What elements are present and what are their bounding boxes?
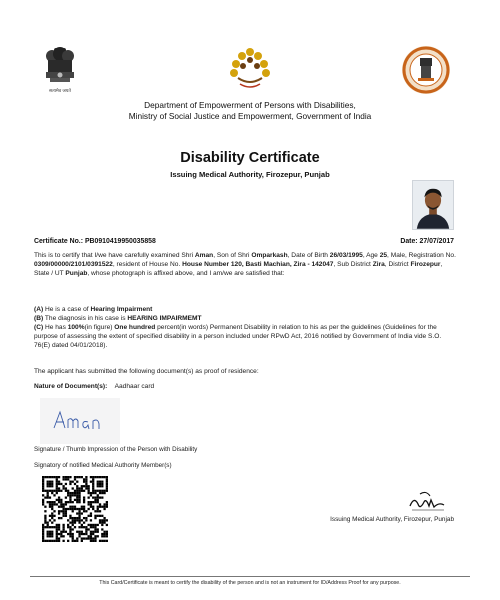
department-line: Department of Empowerment of Persons with Disabilities, — [144, 100, 356, 110]
father-name: Omparkash — [251, 252, 288, 259]
documents-row — [34, 383, 458, 392]
disability-type: Hearing Impairment — [90, 306, 153, 313]
text: percent(in words) Permanent Disability in relation to his as per the guidelines (Guidelines for the purpose of assessing the extent of specified disability in a person included under RPwD Act, 2016 notified by Government of India vide S.O. 76(E) dated 04/01/2018). — [34, 323, 442, 349]
state: Punjab — [65, 269, 88, 277]
certification-paragraph — [34, 252, 458, 279]
text: , whose photograph is affixed above, and I am/we are satisfied that: — [87, 269, 285, 277]
diagnosis: HEARING IMPAIRMEMT — [127, 314, 202, 322]
applicant-signature-caption: Signature / Thumb Impression of the Person with Disability — [34, 446, 198, 453]
footer-divider — [30, 576, 470, 577]
text: This is to certify that I/we have carefully examined Shri — [34, 252, 195, 259]
ministry-line: Ministry of Social Justice and Empowerment, Government of India — [128, 111, 372, 121]
documents-intro: The applicant has submitted the following document(s) as proof of residence: — [34, 368, 259, 375]
sub-district: Zira — [372, 260, 385, 268]
certificate-number-label: Certificate No.: — [34, 238, 84, 245]
applicant-signature — [40, 398, 120, 444]
certificate-date — [400, 238, 454, 245]
certificate-number: PB0910419950035858 — [84, 238, 156, 245]
disability-percent-words: One hundred — [114, 323, 156, 331]
text: (in figure) — [84, 323, 115, 331]
text: , Age — [362, 252, 380, 259]
documents-value: Aadhaar card — [114, 383, 155, 390]
finding-b — [34, 315, 458, 324]
department-heading — [0, 100, 500, 122]
text: , Son of Shri — [213, 252, 252, 259]
applicant-name: Aman — [194, 252, 214, 259]
certificate-subtitle: Issuing Medical Authority, Firozepur, Punjab — [170, 170, 330, 179]
certificate-number-row — [34, 238, 454, 248]
registration-number: 0309/00000/2101/0391522 — [34, 260, 113, 268]
text: , resident of House No. — [112, 260, 183, 268]
text: He has — [43, 323, 68, 331]
authority-signature — [404, 488, 452, 516]
issuing-authority: Issuing Medical Authority, Firozepur, Punjab — [330, 516, 454, 523]
text: The diagnosis in his case is — [43, 314, 128, 322]
applicant-photo — [412, 180, 454, 230]
emblem-caption: सत्यमेव जयते — [49, 88, 71, 93]
date-value: 27/07/2017 — [419, 238, 454, 245]
finding-label: (A) — [34, 306, 44, 313]
finding-label: (B) — [34, 314, 44, 322]
date-of-birth: 26/03/1995 — [329, 252, 363, 259]
house-address: House Number 120, Basti Machian, Zira - 142047 — [182, 260, 334, 268]
footer-note: This Card/Certificate is meant to certify the disability of the person and is not an instrument for ID/Address Proof for any purpose. — [99, 580, 401, 586]
district: Firozepur — [410, 260, 441, 268]
text: , Date of Birth — [287, 252, 330, 259]
text: , State / UT — [34, 260, 443, 277]
documents-label: Nature of Document(s): — [34, 383, 108, 390]
qr-code — [42, 476, 108, 542]
finding-c — [34, 324, 458, 351]
date-label: Date: — [400, 238, 418, 245]
text: He is a case of — [43, 306, 91, 313]
finding-label: (C) — [34, 323, 44, 331]
text: , Sub District — [333, 260, 373, 268]
disability-percent: 100% — [67, 323, 85, 331]
findings-section — [34, 306, 458, 351]
age: 25 — [379, 252, 388, 259]
accessible-india-logo-icon — [224, 42, 276, 100]
authority-signatory-caption: Signatory of notified Medical Authority Member(s) — [34, 462, 172, 469]
finding-a — [34, 306, 458, 315]
text: , Male, Registration No. — [387, 252, 456, 259]
state-seal-icon — [400, 42, 452, 100]
text: , District — [384, 260, 411, 268]
certificate-title: Disability Certificate — [180, 150, 320, 166]
